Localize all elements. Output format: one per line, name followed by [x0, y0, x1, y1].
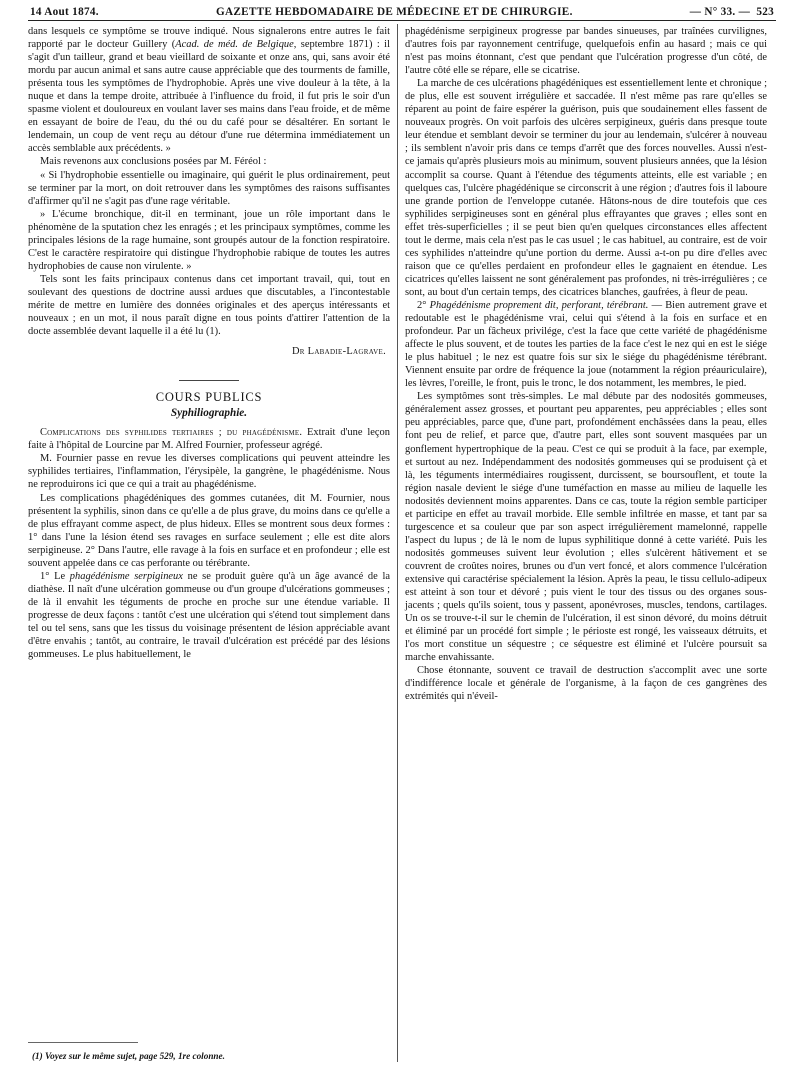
paragraph: Les symptômes sont très-simples. Le mal débute par des nodosités gommeuses, généralement assez grosses, et pourtant peu apparentes, peu appréciables ; elles sont peu appréciables, parce que, d'une part, profondément enchâssées dans la peau, elles font peu de relief, et parce que, d'autre part, elles sont souvent masquées par un gonflement hypertrophique de la peau. C'est ce qui se produit à la face, par exemple, et surtout au nez. Indépendamment des nodosités gommeuses qui se produisent çà et là, les téguments intermédiaires rougissent, durcissent, se boursouflent, et toute la région nasale devient le siége d'une tuméfaction en masse au milieu de laquelle les nodosités deviennent moins apparentes. Dans ce cas, toute la région semble participer et participe en effet au travail morbide. Elle semble infiltrée en masse, et tant par sa turgescence et sa couleur que par son aspect irrégulièrement mamelonné, rappelle l'aspect du lupus ; de là le nom de lupus syphilitique donné à cette variété. Puis les nodosités gommeuses suivent leur évolution ; elles s'ulcèrent hâtivement et se couvrent de croûtes noires, brunes ou d'un vert foncé, et alors commence l'ulcération extensive qui caractérise spécialement la lésion. Après la peau, le tissu cellulo-adipeux est atteint à son tour et dévoré ; puis vient le tour des tissus ou des organes sous-jacents ; quels qu'ils soient, tous y passent, aponévroses, muscles, tendons, cartilages. Un os se trouve-t-il sur le chemin de l'ulcération, il est sinon dévoré, du moins détruit et éliminé par un procédé fort simple ; le périoste est rongé, les vaisseaux détruits, et l'os mort constitue un séquestre ; ce séquestre est éliminé et l'ulcère poursuit sa marche envahissante. — [405, 391, 767, 664]
author-signature: Dr Labadie-Lagrave. — [291, 346, 386, 358]
page-header — [28, 6, 776, 21]
text: dans lesquels ce symptôme se trouve indiqué. Nous signalerons entre autres le fait rapporté par le docteur Guillery ( — [28, 26, 390, 51]
article-heading-source: Extrait d'une leçon faite à l'hôpital de Lourcine par M. Alfred Fournier, professeur agrégé. — [28, 427, 390, 452]
paragraph — [405, 299, 767, 390]
left-column — [28, 25, 390, 661]
paragraph — [28, 570, 390, 661]
article-heading — [28, 426, 390, 452]
column-divider — [397, 24, 398, 1062]
quote-paragraph: « Si l'hydrophobie essentielle ou imaginaire, qui guérit le plus ordinairement, peut se terminer par la mort, on doit retrouver dans les symptômes des raisons suffisantes d'affirmer qu'il ne s'agit pas d'une rage véritable. — [28, 169, 390, 207]
issue-number: — N° 33. — — [689, 6, 751, 18]
text: ne se produit guère qu'à un âge avancé de la diathèse. Il naît d'une ulcération gommeuse ou d'un groupe d'ulcérations gommeuses ; de là il envahit les téguments de proche en proche sur une étendue variable. Il progresse de deux façons : tantôt c'est une ulcération qui s'étend tout simplement dans tel ou tel sens, sans que les tissus du voisinage présentent de lésion appréciable avant d'être envahis ; tantôt, au contraire, le travail d'ulcération est précédé par des lésions gommeuses. Le plus habituellement, le — [28, 570, 390, 661]
right-column — [405, 25, 767, 703]
text: 2° — [417, 299, 430, 311]
paragraph: Chose étonnante, souvent ce travail de destruction s'accomplit avec une sorte d'indifférence locale et générale de l'organisme, à la façon de ces gangrènes des extrémités qui n'éveil- — [405, 665, 767, 703]
citation: Acad. de méd. de Belgique — [175, 39, 294, 51]
paragraph: Mais revenons aux conclusions posées par M. Féréol : — [40, 156, 267, 168]
quote-paragraph: » L'écume bronchique, dit-il en terminant, joue un rôle important dans le phénomène de la sputation chez les enragés ; et les principaux symptômes, comme les principales lésions de la rage humaine, sont groupés autour de la fonction respiratoire. C'est le caractère respiratoire qui distingue l'hydrophobie rabique de toutes les autres hydrophobies de cause non virulente. » — [28, 208, 390, 272]
text: — Bien autrement grave et redoutable est le phagédénisme vrai, celui qui s'étend à la fois en surface et en profondeur. Par un fâcheux privilége, c'est la face que cette variété de phagédénisme affecte le plus souvent, et de toutes les parties de la face c'est le nez qui en est le siége le plus habituel ; le nez est quatre fois sur six le siége du phagédénisme térébrant. Viennent ensuite par ordre de fréquence la joue (notamment la région préauriculaire), les lèvres, l'oreille, le front, puis le tronc, le dos notamment, les membres, le pied. — [405, 299, 767, 390]
paragraph: La marche de ces ulcérations phagédéniques est essentiellement lente et chronique ; de plus, elle est souvent irrégulière et saccadée. Il n'est même pas rare qu'elles se réparent au point de faire espérer la guérison, puis que soudainement elles fassent de nouveaux progrès. On voit parfois des ulcères serpigineux, guéris dans presque toute leur étendue et semblant devoir se terminer du jour au lendemain, s'ulcérer à nouveau ; ils semblent n'avoir pris dans ce temps d'arrêt que des forces nouvelles. Aussi n'est-ce jamais qu'après plusieurs mois au minimum, souvent plusieurs années, que la lésion accomplit sa course. Quant à l'étendue des téguments atteints, elle est variable ; en quelques cas, l'ulcère phagédénique se circonscrit à une région ; d'autres fois il laboure une grande portion de l'enveloppe cutanée. Hâtons-nous de dire toutefois que ces syphilides serpigineuses sont en général plus effrayantes que graves ; elles sont en effet très-superficielles ; il se peut bien qu'en quelques circonstances elles affectent tout le derme, mais cela n'est pas le cas usuel ; le cas habituel, au contraire, est de voir ces syphilides n'atteindre qu'une portion du derme. Aussi a-t-on pu dire d'elles avec raison que ce qu'elles perdaient en profondeur elles le gagnaient en étendue. Les cicatrices qu'elles laissent ne sont généralement pas profondes, ni très-irrégulières ; ce sont, au bout d'un certain temps, des cicatrices blanches, gaufrées, à fleur de peau. — [405, 78, 767, 298]
newspaper-page — [28, 6, 776, 1081]
text: , septembre 1871) : il s'agit d'un tailleur, grand et beau vieillard de soixante et onze ans, qui, sans avoir été mordu par aucun animal et sans autre cause appréciable que des tourments de famille, présenta tous les symptômes de l'hydrophobie. Après une vive douleur à la tête, à la nuque et dans la tempe droite, attribuée à l'influence du froid, il fut pris le soir d'un spasme violent et douloureux en voulant laver ses mains dans l'eau froide, et de même en essayant de boire de l'eau, du thé ou du café pour se désaltérer. En sortant le lendemain, un coup de vent reçu au détour d'une rue détermina immédiatement un accès semblable aux précédents. » — [28, 39, 390, 155]
section-title: COURS PUBLICS — [155, 390, 263, 405]
page-number: 523 — [756, 6, 774, 18]
term: Phagédénisme proprement dit, perforant, térébrant. — [429, 299, 649, 311]
section-separator — [179, 380, 239, 381]
paragraph: Tels sont les faits principaux contenus dans cet important travail, qui, tout en soulevant des questions de doctrine aussi ardues que discutables, a l'incontestable mérite de mettre en lumière des données originales et des aperçus intéressants et nouveaux ; en un mot, il nous paraît digne en tous points d'attirer l'attention de la docte assemblée devant laquelle il a été lu (1). — [28, 273, 390, 338]
paragraph: Les complications phagédéniques des gommes cutanées, dit M. Fournier, nous présentent la syphilis, sinon dans ce qu'elle a de plus grave, du moins dans ce qu'elle a de plus effrayant comme aspect, de plus hideux. Elles se montrent sous deux formes : 1° dans l'une la lésion étend ses ravages en surface seulement ; elle est dite alors serpigineuse. 2° Dans l'autre, elle ravage à la fois en surface et en profondeur ; elle est souvent appelée dans ce cas perforante ou térébrante. — [28, 492, 390, 569]
footnote: (1) Voyez sur le même sujet, page 529, 1re colonne. — [32, 1051, 225, 1061]
footnote-rule — [28, 1042, 138, 1043]
section-subtitle: Syphiliographie. — [170, 407, 248, 420]
article-heading-title: Complications des syphilides tertiaires ; du phagédénisme. — [40, 427, 303, 439]
text: 1° Le — [40, 570, 70, 582]
paragraph — [28, 25, 390, 155]
header-date: 14 Aout 1874. — [30, 6, 99, 18]
columns — [28, 21, 776, 1061]
paragraph: M. Fournier passe en revue les diverses complications qui peuvent atteindre les syphilides tertiaires, l'inflammation, l'érysipèle, la gangrène, le phagédénisme. Nous ne reproduirons ici que ce qui a trait au phagédénisme. — [28, 453, 390, 491]
term: phagédénisme serpigineux — [69, 570, 183, 582]
paragraph: phagédénisme serpigineux progresse par bandes sinueuses, par traînées curvilignes, d'autres fois par rayonnement centrifuge, quelquefois enfin au hasard ; mais ce qui n'est pas moins étonnant, c'est que pendant que l'ulcération progresse d'un côté, de l'autre côté elle se répare, elle se cicatrise. — [405, 26, 767, 77]
header-issue — [690, 6, 774, 18]
header-title: GAZETTE HEBDOMADAIRE DE MÉDECINE ET DE CHIRURGIE. — [215, 6, 573, 18]
